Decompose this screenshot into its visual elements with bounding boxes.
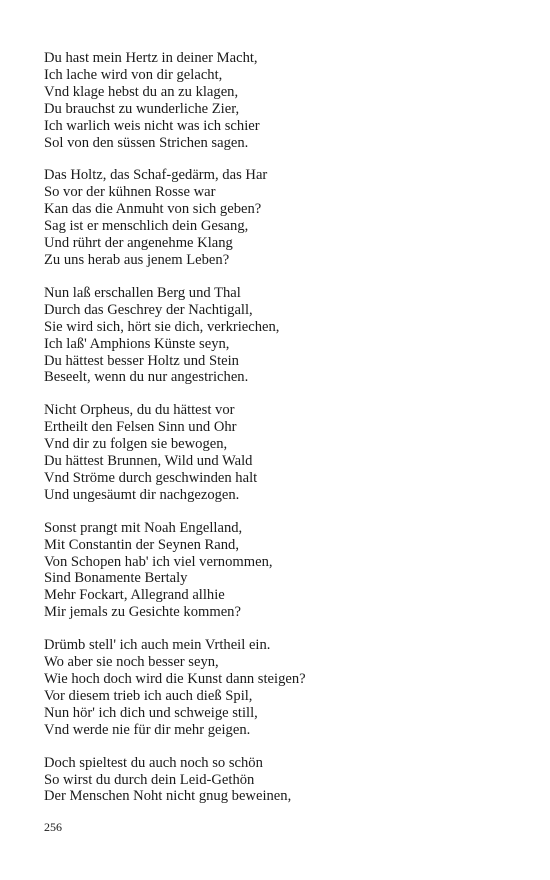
verse-line: Vnd Ströme durch geschwinden halt xyxy=(44,469,258,486)
verse-line: Wo aber sie noch besser seyn, xyxy=(44,654,219,671)
stanza xyxy=(44,402,524,503)
verse-line: Kan das die Anmuht von sich geben? xyxy=(44,201,262,218)
verse-line: Und rührt der angenehme Klang xyxy=(44,235,233,252)
verse-line: Vor diesem trieb ich auch dieß Spil, xyxy=(44,687,253,704)
page-number: 256 xyxy=(44,820,62,834)
verse-line: Mehr Fockart, Allegrand allhie xyxy=(44,587,225,604)
verse-line: Sag ist er menschlich dein Gesang, xyxy=(44,218,249,235)
verse-line: Zu uns herab aus jenem Leben? xyxy=(44,251,230,268)
verse-line: So wirst du durch dein Leid-Gethön xyxy=(44,771,255,788)
verse-line: So vor der kühnen Rosse war xyxy=(44,184,216,201)
verse-line: Sol von den süssen Strichen sagen. xyxy=(44,134,249,151)
stanza xyxy=(44,520,524,621)
verse-line: Und ungesäumt dir nachgezogen. xyxy=(44,486,240,503)
poem-text xyxy=(44,50,524,821)
verse-line: Vnd werde nie für dir mehr geigen. xyxy=(44,721,251,738)
verse-line: Nun laß erschallen Berg und Thal xyxy=(44,284,241,301)
verse-line: Von Schopen hab' ich viel vernommen, xyxy=(44,553,273,570)
stanza xyxy=(44,755,524,806)
verse-line: Wie hoch doch wird die Kunst dann steigen? xyxy=(44,671,306,687)
verse-line: Der Menschen Noht nicht gnug beweinen, xyxy=(44,788,292,805)
verse-line: Ich laß' Amphions Künste seyn, xyxy=(44,335,230,352)
verse-line: Das Holtz, das Schaf-gedärm, das Har xyxy=(44,167,268,184)
verse-line: Ich warlich weis nicht was ich schier xyxy=(44,117,260,134)
verse-line: Sonst prangt mit Noah Engelland, xyxy=(44,519,243,536)
verse-line: Doch spieltest du auch noch so schön xyxy=(44,754,263,771)
stanza xyxy=(44,285,524,386)
verse-line: Du hättest besser Holtz und Stein xyxy=(44,352,239,369)
verse-line: Mir jemals zu Gesichte kommen? xyxy=(44,604,241,621)
verse-line: Du brauchst zu wunderliche Zier, xyxy=(44,100,240,117)
verse-line: Durch das Geschrey der Nachtigall, xyxy=(44,301,253,318)
verse-line: Sind Bonamente Bertaly xyxy=(44,570,188,587)
verse-line: Mit Constantin der Seynen Rand, xyxy=(44,536,239,553)
stanza xyxy=(44,50,524,151)
stanza xyxy=(44,637,524,738)
verse-line: Vnd klage hebst du an zu klagen, xyxy=(44,83,239,100)
stanza xyxy=(44,167,524,268)
verse-line: Ich lache wird von dir gelacht, xyxy=(44,66,223,83)
verse-line: Sie wird sich, hört sie dich, verkriechen, xyxy=(44,318,280,335)
verse-line: Beseelt, wenn du nur angestrichen. xyxy=(44,369,249,386)
verse-line: Drümb stell' ich auch mein Vrtheil ein. xyxy=(44,637,271,654)
verse-line: Du hättest Brunnen, Wild und Wald xyxy=(44,453,253,470)
verse-line: Du hast mein Hertz in deiner Macht, xyxy=(44,50,258,66)
verse-line: Nun hör' ich dich und schweige still, xyxy=(44,704,258,721)
verse-line: Nicht Orpheus, du du hättest vor xyxy=(44,402,235,419)
verse-line: Ertheilt den Felsen Sinn und Ohr xyxy=(44,419,237,436)
verse-line: Vnd dir zu folgen sie bewogen, xyxy=(44,436,228,453)
